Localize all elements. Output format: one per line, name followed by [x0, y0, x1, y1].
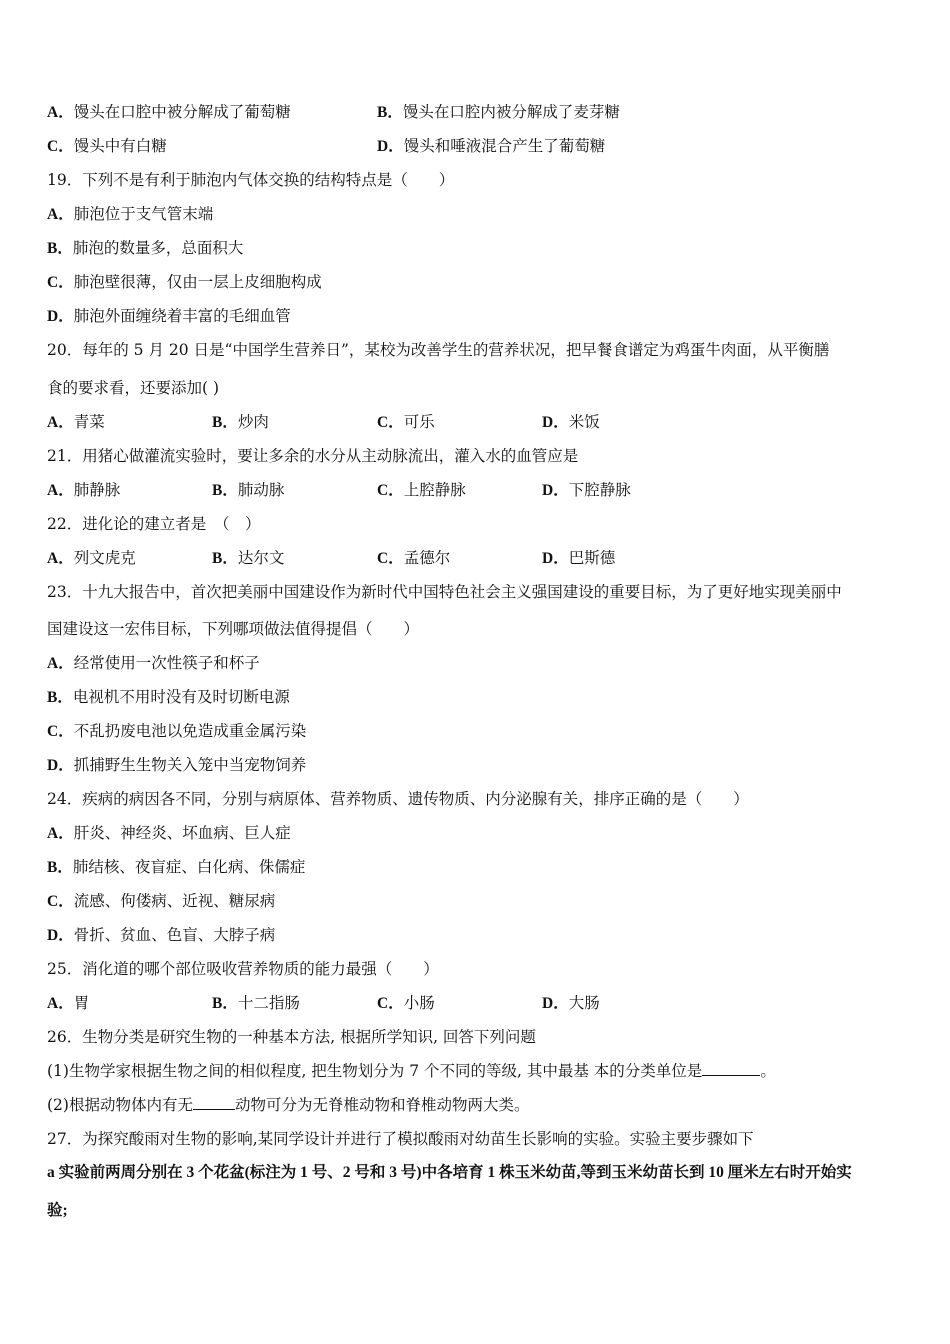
- q27-step-a-line2: 验;: [47, 1202, 68, 1219]
- q21-stem: 21．用猪心做灌流实验时，要让多余的水分从主动脉流出，灌入水的血管应是: [47, 447, 579, 465]
- q25-option-a: A．胃: [47, 994, 90, 1012]
- q19-stem: 19．下列不是有利于肺泡内气体交换的结构特点是（ ）: [47, 171, 455, 189]
- q19-option-d: D．肺泡外面缠绕着丰富的毛细血管: [47, 307, 291, 325]
- q22-option-c: C．孟德尔: [377, 549, 451, 567]
- q19-option-a: A．肺泡位于支气管末端: [47, 205, 214, 223]
- q22-option-d: D．巴斯德: [542, 549, 616, 567]
- q24-option-c: C．流感、佝偻病、近视、糖尿病: [47, 892, 276, 910]
- q18-option-d: D．馒头和唾液混合产生了葡萄糖: [377, 137, 606, 155]
- q22-stem: 22．进化论的建立者是 （ ）: [47, 515, 261, 533]
- q20-option-b: B．炒肉: [212, 413, 269, 431]
- q24-option-a: A．肝炎、神经炎、坏血病、巨人症: [47, 824, 291, 842]
- q23-option-a: A．经常使用一次性筷子和杯子: [47, 654, 260, 672]
- q23-option-b: B．电视机不用时没有及时切断电源: [47, 688, 290, 706]
- q26-part2: (2)根据动物体内有无 动物可分为无脊椎动物和脊椎动物两大类。: [47, 1096, 530, 1114]
- q21-option-c: C．上腔静脉: [377, 481, 466, 499]
- q20-option-a: A．青菜: [47, 413, 105, 431]
- q26-blank-2: [193, 1095, 235, 1110]
- q18-option-c: C．馒头中有白糖: [47, 137, 167, 155]
- q22-option-b: B．达尔文: [212, 549, 285, 567]
- q20-option-c: C．可乐: [377, 413, 435, 431]
- q25-option-c: C．小肠: [377, 994, 435, 1012]
- q21-option-d: D．下腔静脉: [542, 481, 631, 499]
- q20-stem-line2: 食的要求看，还要添加( ): [47, 379, 220, 397]
- q23-option-d: D．抓捕野生生物关入笼中当宠物饲养: [47, 756, 307, 774]
- q26-blank-1: [702, 1061, 760, 1076]
- q27-stem: 27．为探究酸雨对生物的影响,某同学设计并进行了模拟酸雨对幼苗生长影响的实验。实验主要步骤如下: [47, 1130, 754, 1148]
- q19-option-b: B．肺泡的数量多，总面积大: [47, 239, 244, 257]
- q23-stem-line1: 23．十九大报告中，首次把美丽中国建设作为新时代中国特色社会主义强国建设的重要目标，为了更好地实现美丽中: [47, 583, 842, 601]
- q20-option-d: D．米饭: [542, 413, 600, 431]
- q18-option-b: B．馒头在口腔内被分解成了麦芽糖: [377, 103, 620, 121]
- q25-option-d: D．大肠: [542, 994, 600, 1012]
- q26-stem: 26．生物分类是研究生物的一种基本方法, 根据所学知识, 回答下列问题: [47, 1028, 536, 1046]
- q18-option-a: A．馒头在口腔中被分解成了葡萄糖: [47, 103, 291, 121]
- q27-step-a-line1: a 实验前两周分别在 3 个花盆(标注为 1 号、2 号和 3 号)中各培育 1 株玉米幼苗,等到玉米幼苗长到 10 厘米左右时开始实: [47, 1164, 852, 1181]
- q26-part1: (1)生物学家根据生物之间的相似程度, 把生物划分为 7 个不同的等级, 其中最基 本的分类单位是 。: [47, 1062, 776, 1080]
- q21-option-a: A．肺静脉: [47, 481, 121, 499]
- q20-stem-line1: 20．每年的 5 月 20 日是“中国学生营养日”，某校为改善学生的营养状况，把早餐食谱定为鸡蛋牛肉面，从平衡膳: [47, 341, 830, 359]
- q19-option-c: C．肺泡壁很薄，仅由一层上皮细胞构成: [47, 273, 322, 291]
- q24-option-d: D．骨折、贫血、色盲、大脖子病: [47, 926, 276, 944]
- q23-stem-line2: 国建设这一宏伟目标，下列哪项做法值得提倡（ ）: [47, 620, 420, 638]
- q21-option-b: B．肺动脉: [212, 481, 285, 499]
- q25-stem: 25．消化道的哪个部位吸收营养物质的能力最强（ ）: [47, 960, 439, 978]
- q23-option-c: C．不乱扔废电池以免造成重金属污染: [47, 722, 307, 740]
- q24-stem: 24．疾病的病因各不同，分别与病原体、营养物质、遗传物质、内分泌腺有关，排序正确的是（ ）: [47, 790, 749, 808]
- q24-option-b: B．肺结核、夜盲症、白化病、侏儒症: [47, 858, 306, 876]
- q25-option-b: B．十二指肠: [212, 994, 300, 1012]
- q22-option-a: A．列文虎克: [47, 549, 136, 567]
